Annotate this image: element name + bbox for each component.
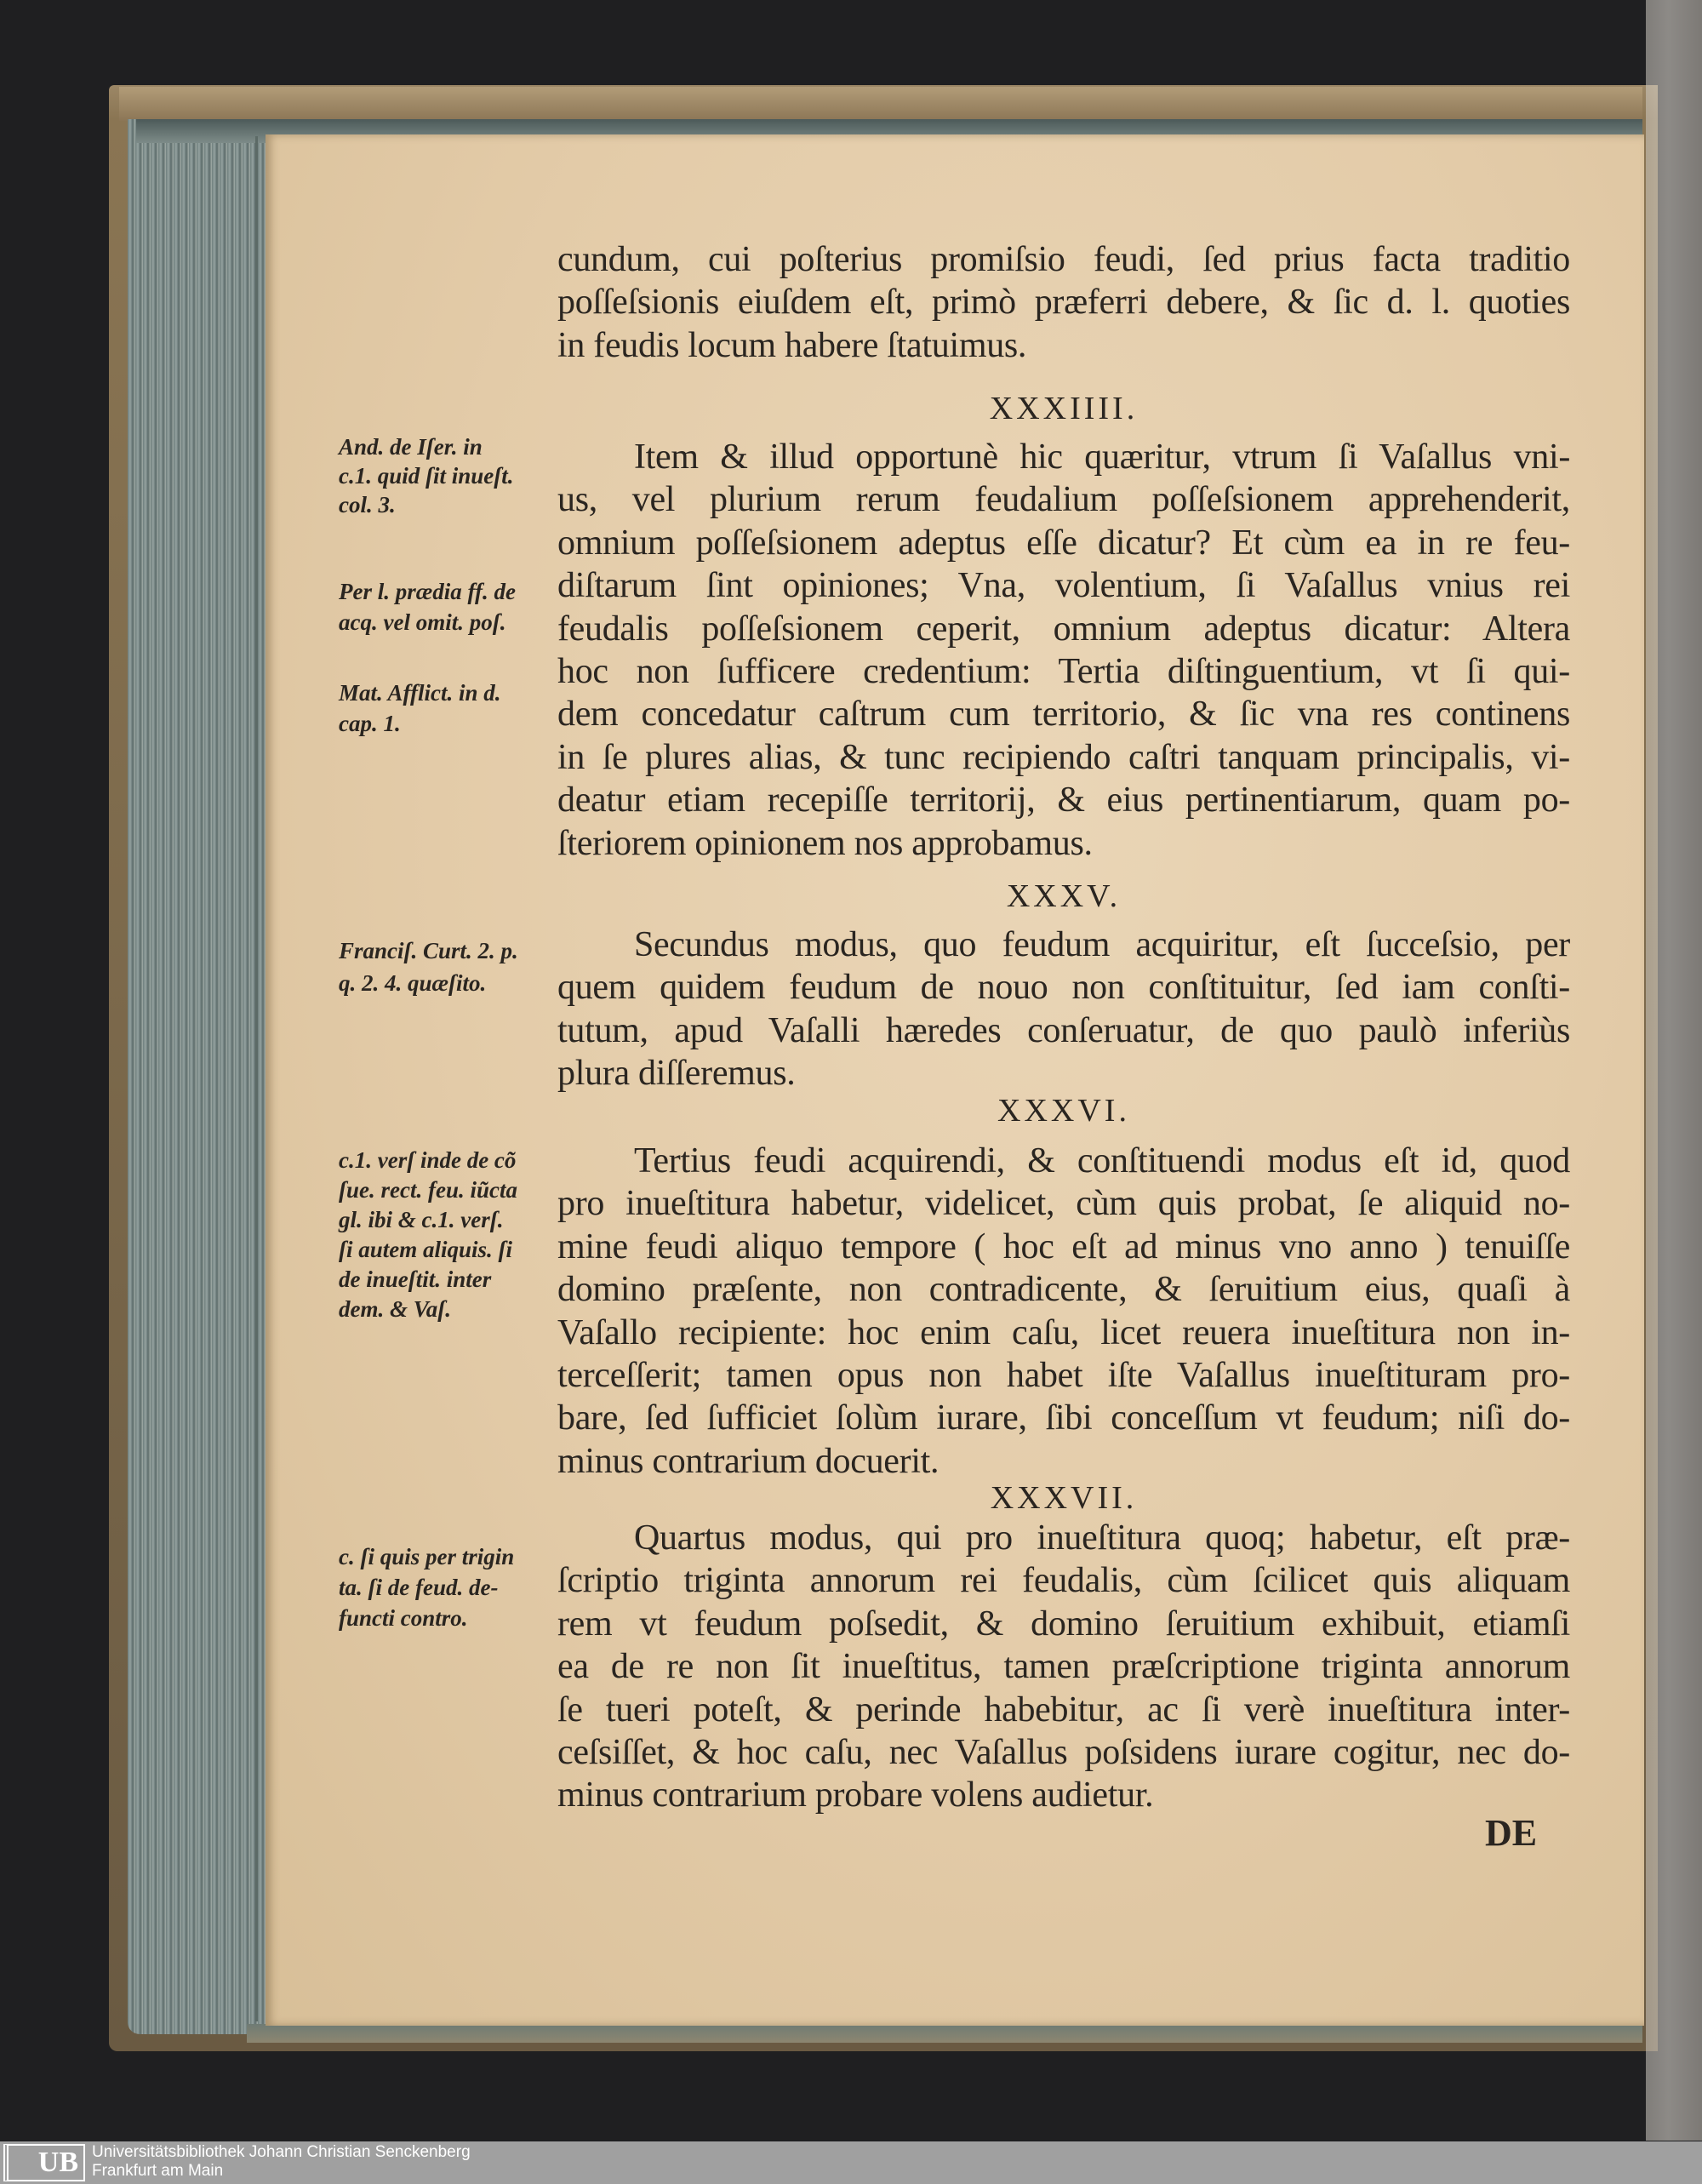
- next-page-glass-strip: [1646, 0, 1702, 2141]
- margin-note-line: q. 2. 4. quæſito.: [339, 970, 487, 996]
- text-line: mine feudi aliquo tempore ( hoc eſt ad minus vno anno ) tenuiſſe: [557, 1226, 1570, 1266]
- text-line: domino præſente, non contradicente, & ſeruitium eius, quaſi à: [557, 1270, 1570, 1310]
- text-line: feudalis poſſeſsionem ceperit, omnium adeptus dicatur: Altera: [557, 609, 1570, 649]
- text-line: bare, ſed ſufficiet ſolùm iurare, ſibi conceſſum vt feudum; niſi do-: [557, 1398, 1570, 1438]
- text-line: cundum, cui poſterius promiſsio feudi, ſed prius facta traditio: [557, 240, 1570, 279]
- margin-note-line: gl. ibi & c.1. verſ.: [339, 1207, 504, 1232]
- text-line: ea de re non ſit inueſtitus, tamen præſcriptione triginta annorum: [557, 1647, 1570, 1687]
- text-line: deatur etiam recepiſſe territorij, & eius pertinentiarum, quam po-: [557, 780, 1570, 820]
- margin-note-line: dem. & Vaſ.: [339, 1296, 451, 1322]
- section-numeral: XXXIIII.: [989, 391, 1139, 426]
- margin-note-line: cap. 1.: [339, 711, 401, 736]
- margin-note-line: ſi autem aliquis. ſi: [339, 1237, 513, 1262]
- margin-note-line: col. 3.: [339, 492, 396, 517]
- text-line: minus contrarium docuerit.: [557, 1441, 940, 1481]
- text-line: Quartus modus, qui pro inueſtitura quoq; habetur, eſt præ-: [634, 1518, 1570, 1558]
- text-line: ſteriorem opinionem nos approbamus.: [557, 823, 1093, 863]
- footer-library-name: Universitätsbibliothek Johann Christian Senckenberg: [92, 2143, 471, 2161]
- margin-note-line: c. ſi quis per trigin: [339, 1544, 515, 1569]
- text-line: minus contrarium probare volens audietur.: [557, 1775, 1154, 1815]
- text-line: rem vt feudum poſsedit, & domino ſeruitium exhibuit, etiamſi: [557, 1604, 1570, 1644]
- catchword: DE: [1485, 1812, 1538, 1854]
- page-gutter-line: [255, 136, 258, 2021]
- margin-note-line: de inueſtit. inter: [339, 1266, 492, 1292]
- text-line: Secundus modus, quo feudum acquiritur, eſt ſucceſsio, per: [634, 925, 1570, 964]
- text-line: Vaſallo recipiente: hoc enim caſu, licet reuera inueſtitura non in-: [557, 1312, 1570, 1352]
- margin-note-line: c.1. quid ſit inueſt.: [339, 463, 514, 489]
- text-line: dem concedatur caſtrum cum territorio, & ſic vna res continens: [557, 695, 1570, 735]
- text-line: us, vel plurium rerum feudalium poſſeſsionem apprehenderit,: [557, 480, 1570, 520]
- text-line: tutum, apud Vaſalli hæredes conſeruatur, de quo paulò inferiùs: [557, 1010, 1570, 1050]
- text-line: terceſſerit; tamen opus non habet iſte Vaſallus inueſtituram pro-: [557, 1356, 1570, 1395]
- text-line: pro inueſtitura habetur, videlicet, cùm quis probat, ſe aliquid no-: [557, 1184, 1570, 1224]
- text-line: diſtarum ſint opiniones; Vna, volentium, ſi Vaſallus vnius rei: [557, 566, 1570, 606]
- margin-note-line: c.1. verſ inde de cõ: [339, 1147, 517, 1173]
- section-numeral: XXXVII.: [990, 1480, 1138, 1516]
- margin-note-line: functi contro.: [339, 1605, 468, 1631]
- page-bottom-edges: [247, 2024, 1642, 2043]
- library-logo: UB: [3, 2144, 85, 2181]
- margin-note-line: ta. ſi de feud. de-: [339, 1575, 499, 1600]
- text-line: Tertius feudi acquirendi, & conſtituendi modus eſt id, quod: [634, 1141, 1570, 1181]
- text-line: quem quidem feudum de nouo non conſtituitur, ſed iam conſti-: [557, 968, 1570, 1008]
- section-numeral: XXXVI.: [997, 1093, 1130, 1129]
- text-line: ceſsiſſet, & hoc caſu, nec Vaſallus poſsidens iurare cogitur, nec do-: [557, 1733, 1570, 1772]
- section-numeral: XXXV.: [1006, 878, 1122, 914]
- text-line: in ſe plures alias, & tunc recipiendo caſtri tanquam principalis, vi-: [557, 737, 1570, 777]
- page-fore-edges: [128, 119, 272, 2034]
- text-line: ſcriptio triginta annorum rei feudalis, cùm ſcilicet quis aliquam: [557, 1561, 1570, 1601]
- text-line: in feudis locum habere ſtatuimus.: [557, 325, 1027, 365]
- book-cover-top-edge: [119, 87, 1642, 121]
- text-line: ſe tueri poteſt, & perinde habebitur, ac ſi verè inueſtitura inter-: [557, 1689, 1570, 1729]
- margin-note-line: Franciſ. Curt. 2. p.: [339, 938, 518, 963]
- text-line: plura diſſeremus.: [557, 1054, 796, 1094]
- text-line: omnium poſſeſsionem adeptus eſſe dicatur? Et cùm ea in re feu-: [557, 523, 1570, 563]
- text-line: poſſeſsionis eiuſdem eſt, primò præferri debere, & ſic d. l. quoties: [557, 283, 1570, 323]
- text-line: hoc non ſufficere credentium: Tertia diſtinguentium, vt ſi qui-: [557, 652, 1570, 691]
- margin-note-line: And. de Iſer. in: [339, 434, 483, 460]
- margin-note-line: Per l. prædia ff. de: [339, 579, 516, 604]
- text-line: Item & illud opportunè hic quæritur, vtrum ſi Vaſallus vni-: [634, 437, 1570, 477]
- footer-library-city: Frankfurt am Main: [92, 2162, 224, 2180]
- margin-note-line: acq. vel omit. poſ.: [339, 609, 506, 635]
- margin-note-line: ſue. rect. feu. iũcta: [339, 1177, 517, 1203]
- margin-note-line: Mat. Afflict. in d.: [339, 680, 501, 706]
